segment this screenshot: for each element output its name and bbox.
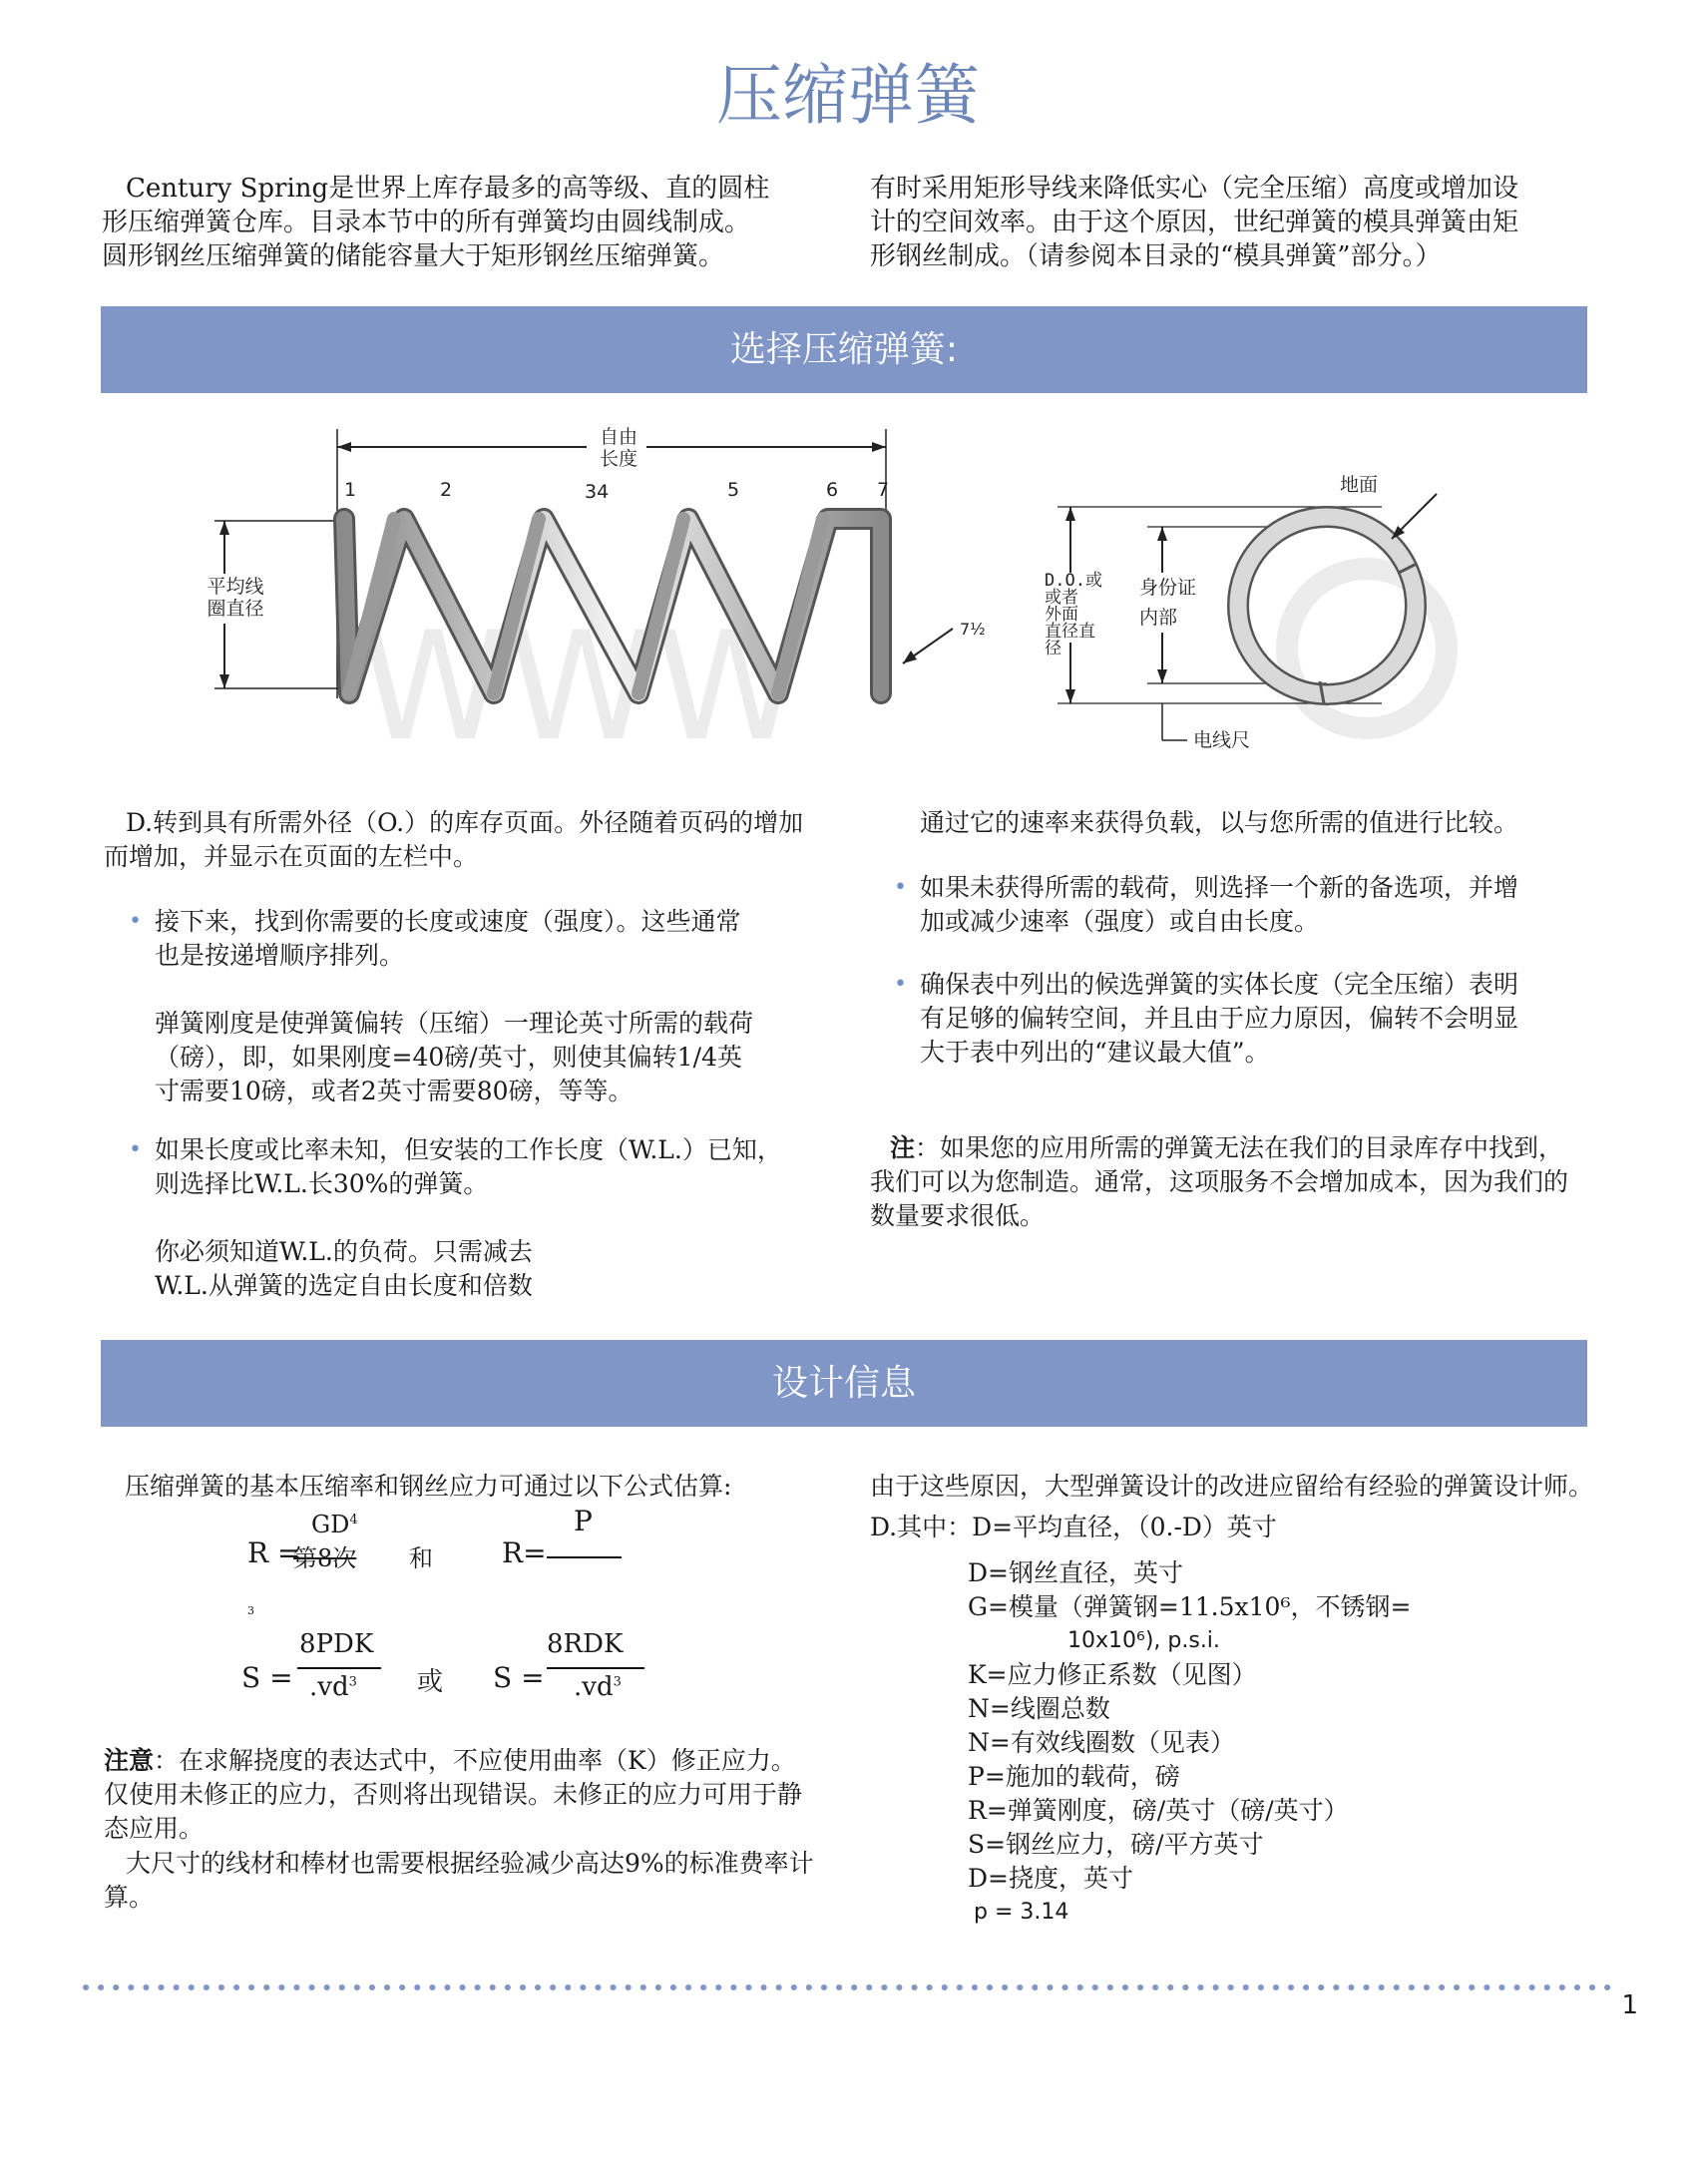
- free-length-label: [594, 426, 643, 470]
- formula-s1-num: 8PDK: [299, 1629, 374, 1659]
- bullet-icon: •: [129, 909, 142, 934]
- formula-r1-den: 第8次: [293, 1544, 357, 1572]
- select-bullet-2: [129, 1133, 843, 1303]
- watermark-text: WWW: [359, 601, 803, 774]
- ground-label: 地面: [1340, 474, 1379, 496]
- select-bullet-1-sub-line: （磅），即，如果刚度=40磅/英寸，则使其偏转1/4英: [155, 1043, 742, 1072]
- design-note-line: 仅使用未修正的应力，否则将出现错误。未修正的应力可用于静: [104, 1780, 803, 1809]
- formula-s2-lhs: S =: [493, 1661, 545, 1694]
- formula-s1-cube: 3: [348, 1674, 357, 1690]
- formula-s2-cube: 3: [613, 1674, 622, 1690]
- select-left-para: [104, 806, 842, 874]
- bullet-icon: •: [894, 972, 907, 997]
- formula-s2-den-text: .vd: [574, 1672, 614, 1702]
- footer-dotted-rule: [82, 1982, 1618, 1992]
- formula-s2-den: [574, 1672, 622, 1702]
- formula-r2-bar: [547, 1556, 622, 1558]
- select-right-para: 通过它的速率来获得负载，以与您所需的值进行比较。: [920, 808, 1519, 837]
- coil-number-6: 6: [826, 479, 839, 501]
- formula-r1-num-text: GD: [311, 1511, 350, 1538]
- id-arrow-down-icon: [1157, 669, 1167, 683]
- select-right-bullet-2-line: 大于表中列出的“建议最大值”。: [920, 1038, 1270, 1067]
- design-note-label: 注意: [104, 1746, 155, 1775]
- note-line: 我们可以为您制造。通常，这项服务不会增加成本，因为我们的: [870, 1167, 1569, 1196]
- select-right-bullet-1-line: 加或减少速率（强度）或自由长度。: [920, 907, 1320, 936]
- formula-s2-bar: [547, 1667, 644, 1669]
- variable-item: D=挠度，英寸: [968, 1864, 1133, 1893]
- select-bullet-2-line: 如果长度或比率未知，但安装的工作长度（W.L.）已知，: [155, 1135, 782, 1164]
- arrow-left-icon: [337, 442, 351, 452]
- od-label-line: 外面: [1045, 605, 1078, 625]
- formula-r1-lhs: R =: [247, 1536, 301, 1569]
- od-label-line: 直径直径: [1045, 622, 1095, 658]
- intro-right: [870, 172, 1588, 273]
- select-bullet-1: [129, 905, 843, 1108]
- variable-item: S=钢丝应力，磅/平方英寸: [968, 1830, 1264, 1859]
- variable-item: K=应力修正系数（见图）: [968, 1660, 1257, 1689]
- formula-r1-sup: 4: [349, 1513, 358, 1528]
- select-right-bullet-2-line: 确保表中列出的候选弹簧的实体长度（完全压缩）表明: [920, 970, 1519, 999]
- mean-diameter-label-line: 平均线: [207, 576, 264, 598]
- variable-item: R=弹簧刚度，磅/英寸（磅/英寸）: [968, 1796, 1349, 1825]
- variable-item: P=施加的载荷，磅: [968, 1762, 1180, 1791]
- intro-left-line: 形压缩弹簧仓库。目录本节中的所有弹簧均由圆线制成。: [102, 208, 751, 237]
- design-right-para: 由于这些原因，大型弹簧设计的改进应留给有经验的弹簧设计师。: [870, 1472, 1594, 1501]
- od-arrow-up-icon: [1065, 507, 1075, 521]
- select-right-bullet-2-line: 有足够的偏转空间，并且由于应力原因，偏转不会明显: [920, 1004, 1519, 1033]
- note-line: ：如果您的应用所需的弹簧无法在我们的目录库存中找到，: [915, 1133, 1564, 1162]
- spacer: [155, 973, 843, 1007]
- intro-left-line: Century Spring是世界上库存最多的高等级、直的圆柱: [126, 174, 770, 204]
- pointer-arrow-icon: [903, 651, 917, 663]
- formula-small-3: 3: [247, 1604, 254, 1617]
- od-label: [1045, 571, 1104, 658]
- intro-right-line: 形钢丝制成。（请参阅本目录的“模具弹簧”部分。）: [870, 241, 1442, 271]
- select-bullet-2-sub-line: 你必须知道W.L.的负荷。只需减去: [155, 1237, 533, 1266]
- formula-s1-lhs: S =: [241, 1661, 293, 1694]
- section-header-select: 选择压缩弹簧:: [101, 306, 1587, 393]
- id-arrow-up-icon: [1157, 527, 1167, 541]
- variable-list: [968, 1556, 1606, 1930]
- arrow-right-icon: [872, 442, 886, 452]
- select-left-para-line: 而增加，并显示在页面的左栏中。: [104, 842, 479, 871]
- coil-number-7: 7: [877, 479, 890, 501]
- formula-r2-num: P: [574, 1505, 593, 1537]
- intro-right-line: 有时采用矩形导线来降低实心（完全压缩）高度或增加设: [870, 174, 1519, 204]
- coil-number-5: 5: [727, 479, 740, 501]
- mean-diameter-label-line: 圈直径: [207, 598, 264, 620]
- select-right-bullet-1: [894, 871, 1608, 939]
- page-title: 压缩弹簧: [716, 57, 980, 134]
- note-line: 数量要求很低。: [870, 1201, 1046, 1230]
- mean-diameter-label: [203, 576, 268, 620]
- formula-s1-den: [309, 1672, 357, 1702]
- intro-right-line: 计的空间效率。由于这个原因，世纪弹簧的模具弹簧由矩: [870, 208, 1519, 237]
- design-where: D.其中：D=平均直径，（0.-D）英寸: [870, 1513, 1277, 1541]
- free-length-label-line: 长度: [599, 448, 637, 470]
- free-length-label-line: 自由: [599, 426, 637, 448]
- id-label-line: 内部: [1139, 607, 1178, 629]
- bullet-icon: •: [894, 875, 907, 900]
- arrow-up-icon: [219, 521, 229, 535]
- wire-size-label: 电线尺: [1193, 729, 1251, 751]
- coil-number-34: 34: [585, 481, 610, 503]
- variable-item: G=模量（弹簧钢=11.5x10⁶，不锈钢=: [968, 1592, 1412, 1621]
- page-number: 1: [1621, 1990, 1638, 2020]
- arrow-down-icon: [219, 674, 229, 688]
- select-bullet-1-sub-line: 弹簧刚度是使弹簧偏转（压缩）一理论英寸所需的载荷: [155, 1009, 754, 1038]
- select-right-bullet-1-line: 如果未获得所需的载荷，则选择一个新的备选项，并增: [920, 873, 1519, 902]
- design-para-2-line: 算。: [104, 1883, 155, 1912]
- note-label: 注: [890, 1133, 916, 1162]
- coil-number-1: 1: [344, 479, 357, 501]
- formula-and: 和: [409, 1544, 433, 1572]
- formula-s1-bar: [297, 1667, 381, 1669]
- variable-item: N=线圈总数: [968, 1694, 1110, 1723]
- spacer: [155, 1201, 843, 1235]
- select-bullet-2-line: 则选择比W.L.长30%的弹簧。: [155, 1169, 489, 1198]
- select-bullet-1-line: 接下来，找到你需要的长度或速度（强度）。这些通常: [155, 907, 741, 936]
- select-right-note: [870, 1131, 1598, 1233]
- section-header-design: 设计信息: [101, 1340, 1587, 1427]
- design-note: [104, 1744, 842, 1846]
- variable-item: N=有效线圈数（见表）: [968, 1728, 1235, 1757]
- id-label-line: 身份证: [1139, 577, 1197, 599]
- design-para-2-line: 大尺寸的线材和棒材也需要根据经验减少高达9%的标准费率计: [126, 1849, 814, 1878]
- coil-number-2: 2: [440, 479, 453, 501]
- design-para-2: [104, 1847, 842, 1915]
- select-left-para-line: D.转到具有所需外径（O.）的库存页面。外径随着页码的增加: [126, 808, 804, 837]
- variable-item: p = 3.14: [974, 1900, 1069, 1925]
- bullet-icon: •: [129, 1137, 142, 1162]
- formula-r2-lhs: R=: [502, 1536, 547, 1569]
- od-label-line: 或者: [1045, 588, 1078, 608]
- od-arrow-down-icon: [1065, 689, 1075, 703]
- variable-item: D=钢丝直径，英寸: [968, 1558, 1183, 1587]
- select-bullet-1-line: 也是按递增顺序排列。: [155, 941, 405, 970]
- wire-ring: [1238, 517, 1416, 694]
- seven-half-label: 7½: [960, 620, 986, 639]
- select-right-bullet-2: [894, 968, 1608, 1070]
- design-note-line: ：在求解挠度的表达式中，不应使用曲率（K）修正应力。: [154, 1746, 796, 1775]
- intro-left: [102, 172, 820, 273]
- formula-or: 或: [417, 1667, 444, 1697]
- select-bullet-2-sub-line: W.L.从弹簧的选定自由长度和倍数: [155, 1271, 533, 1300]
- id-label: [1139, 573, 1196, 633]
- formula-s1-den-text: .vd: [309, 1672, 349, 1702]
- od-label-line: D.O.或: [1045, 571, 1102, 591]
- intro-left-line: 圆形钢丝压缩弹簧的储能容量大于矩形钢丝压缩弹簧。: [102, 241, 725, 271]
- formula-r1-num: [311, 1511, 358, 1538]
- design-intro: 压缩弹簧的基本压缩率和钢丝应力可通过以下公式估算:: [125, 1472, 732, 1501]
- select-bullet-1-sub-line: 寸需要10磅，或者2英寸需要80磅，等等。: [155, 1077, 634, 1105]
- variable-item: 10x10⁶), p.s.i.: [1067, 1628, 1220, 1653]
- formula-s2-num: 8RDK: [547, 1629, 624, 1659]
- design-note-line: 态应用。: [104, 1814, 205, 1843]
